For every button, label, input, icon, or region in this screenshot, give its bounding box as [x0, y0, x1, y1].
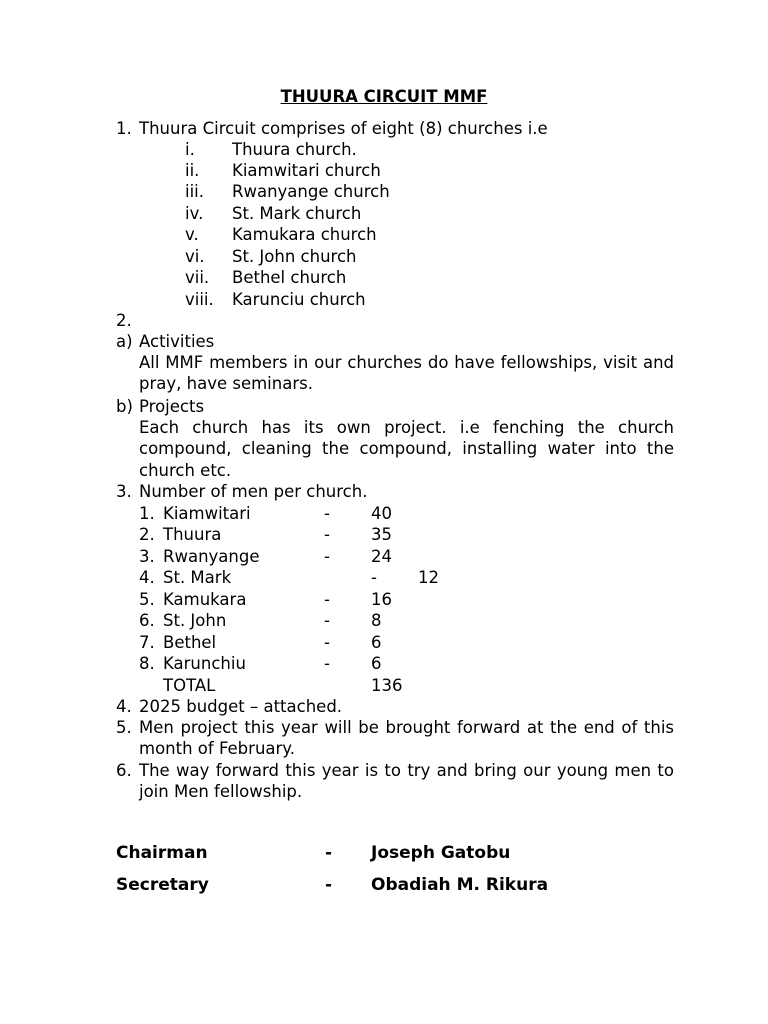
men-count-value: 16: [371, 590, 392, 609]
item-6-number: 6.: [116, 761, 132, 780]
church-list-number: v.: [185, 225, 199, 244]
men-count-value: 24: [371, 547, 392, 566]
chairman-dash: -: [325, 843, 333, 863]
secretary-name: Obadiah M. Rikura: [371, 875, 549, 895]
men-count-value: 6: [371, 654, 382, 673]
activities-label: a): [116, 332, 133, 351]
men-count-value: 6: [371, 633, 382, 652]
men-count-church: Kiamwitari: [163, 504, 251, 523]
men-count-number: 1.: [139, 504, 155, 523]
church-list-name: St. Mark church: [232, 204, 362, 223]
men-count-value: 40: [371, 504, 392, 523]
men-count-church: Karunchiu: [163, 654, 246, 673]
church-list-name: Thuura church.: [232, 140, 357, 159]
projects-heading: Projects: [139, 397, 205, 416]
men-count-number: 6.: [139, 611, 155, 630]
church-list-name: Bethel church: [232, 268, 347, 287]
men-count-church: Thuura: [163, 525, 222, 544]
men-total-label: TOTAL: [163, 676, 216, 695]
church-list-name: Karunciu church: [232, 290, 366, 309]
men-count-dash: -: [324, 504, 330, 523]
church-list-number: vii.: [185, 268, 210, 287]
men-count-value: 35: [371, 525, 392, 544]
church-list-number: i.: [185, 140, 195, 159]
men-count-number: 2.: [139, 525, 155, 544]
men-count-church: Bethel: [163, 633, 217, 652]
men-count-number: 3.: [139, 547, 155, 566]
church-list-number: iii.: [185, 182, 204, 201]
item-3-number: 3.: [116, 482, 132, 501]
men-total-value: 136: [371, 676, 403, 695]
church-list-number: ii.: [185, 161, 200, 180]
men-count-number: 5.: [139, 590, 155, 609]
church-list-name: Kamukara church: [232, 225, 377, 244]
activities-text: All MMF members in our churches do have fellowships, visit and pray, have seminars.: [139, 353, 674, 394]
men-count-church: Kamukara: [163, 590, 247, 609]
church-list-name: St. John church: [232, 247, 357, 266]
item-1-number: 1.: [116, 119, 132, 138]
projects-text: Each church has its own project. i.e fenching the church compound, cleaning the compound, installing water into the church etc.: [139, 418, 674, 480]
men-count-dash: -: [324, 547, 330, 566]
church-list-number: vi.: [185, 247, 205, 266]
secretary-role: Secretary: [116, 875, 209, 895]
item-4-number: 4.: [116, 697, 132, 716]
men-count-church: St. John: [163, 611, 227, 630]
item-6-text: The way forward this year is to try and bring our young men to join Men fellowship.: [139, 761, 674, 802]
item-5-number: 5.: [116, 718, 132, 737]
men-count-number: 4.: [139, 568, 155, 587]
men-count-dash: -: [324, 633, 330, 652]
men-count-value: 8: [371, 611, 382, 630]
men-count-church: St. Mark: [163, 568, 232, 587]
item-1-text: Thuura Circuit comprises of eight (8) churches i.e: [139, 119, 548, 138]
church-list-name: Kiamwitari church: [232, 161, 381, 180]
activities-heading: Activities: [139, 332, 215, 351]
church-list-number: viii.: [185, 290, 214, 309]
men-count-dash: -: [324, 611, 330, 630]
chairman-role: Chairman: [116, 843, 208, 863]
item-3-text: Number of men per church.: [139, 482, 368, 501]
men-count-dash: -: [324, 654, 330, 673]
church-list-number: iv.: [185, 204, 204, 223]
men-count-dash: -: [371, 568, 377, 587]
men-count-dash: -: [324, 590, 330, 609]
item-4-text: 2025 budget – attached.: [139, 697, 343, 716]
secretary-dash: -: [325, 875, 333, 895]
item-5-text: Men project this year will be brought forward at the end of this month of February.: [139, 718, 674, 759]
men-count-number: 8.: [139, 654, 155, 673]
item-2-number: 2.: [116, 311, 132, 330]
projects-label: b): [116, 397, 133, 416]
men-count-number: 7.: [139, 633, 155, 652]
men-count-value: 12: [418, 568, 439, 587]
church-list-name: Rwanyange church: [232, 182, 390, 201]
men-count-church: Rwanyange: [163, 547, 260, 566]
chairman-name: Joseph Gatobu: [371, 843, 511, 863]
document-title: THUURA CIRCUIT MMF: [280, 87, 488, 106]
men-count-dash: -: [324, 525, 330, 544]
